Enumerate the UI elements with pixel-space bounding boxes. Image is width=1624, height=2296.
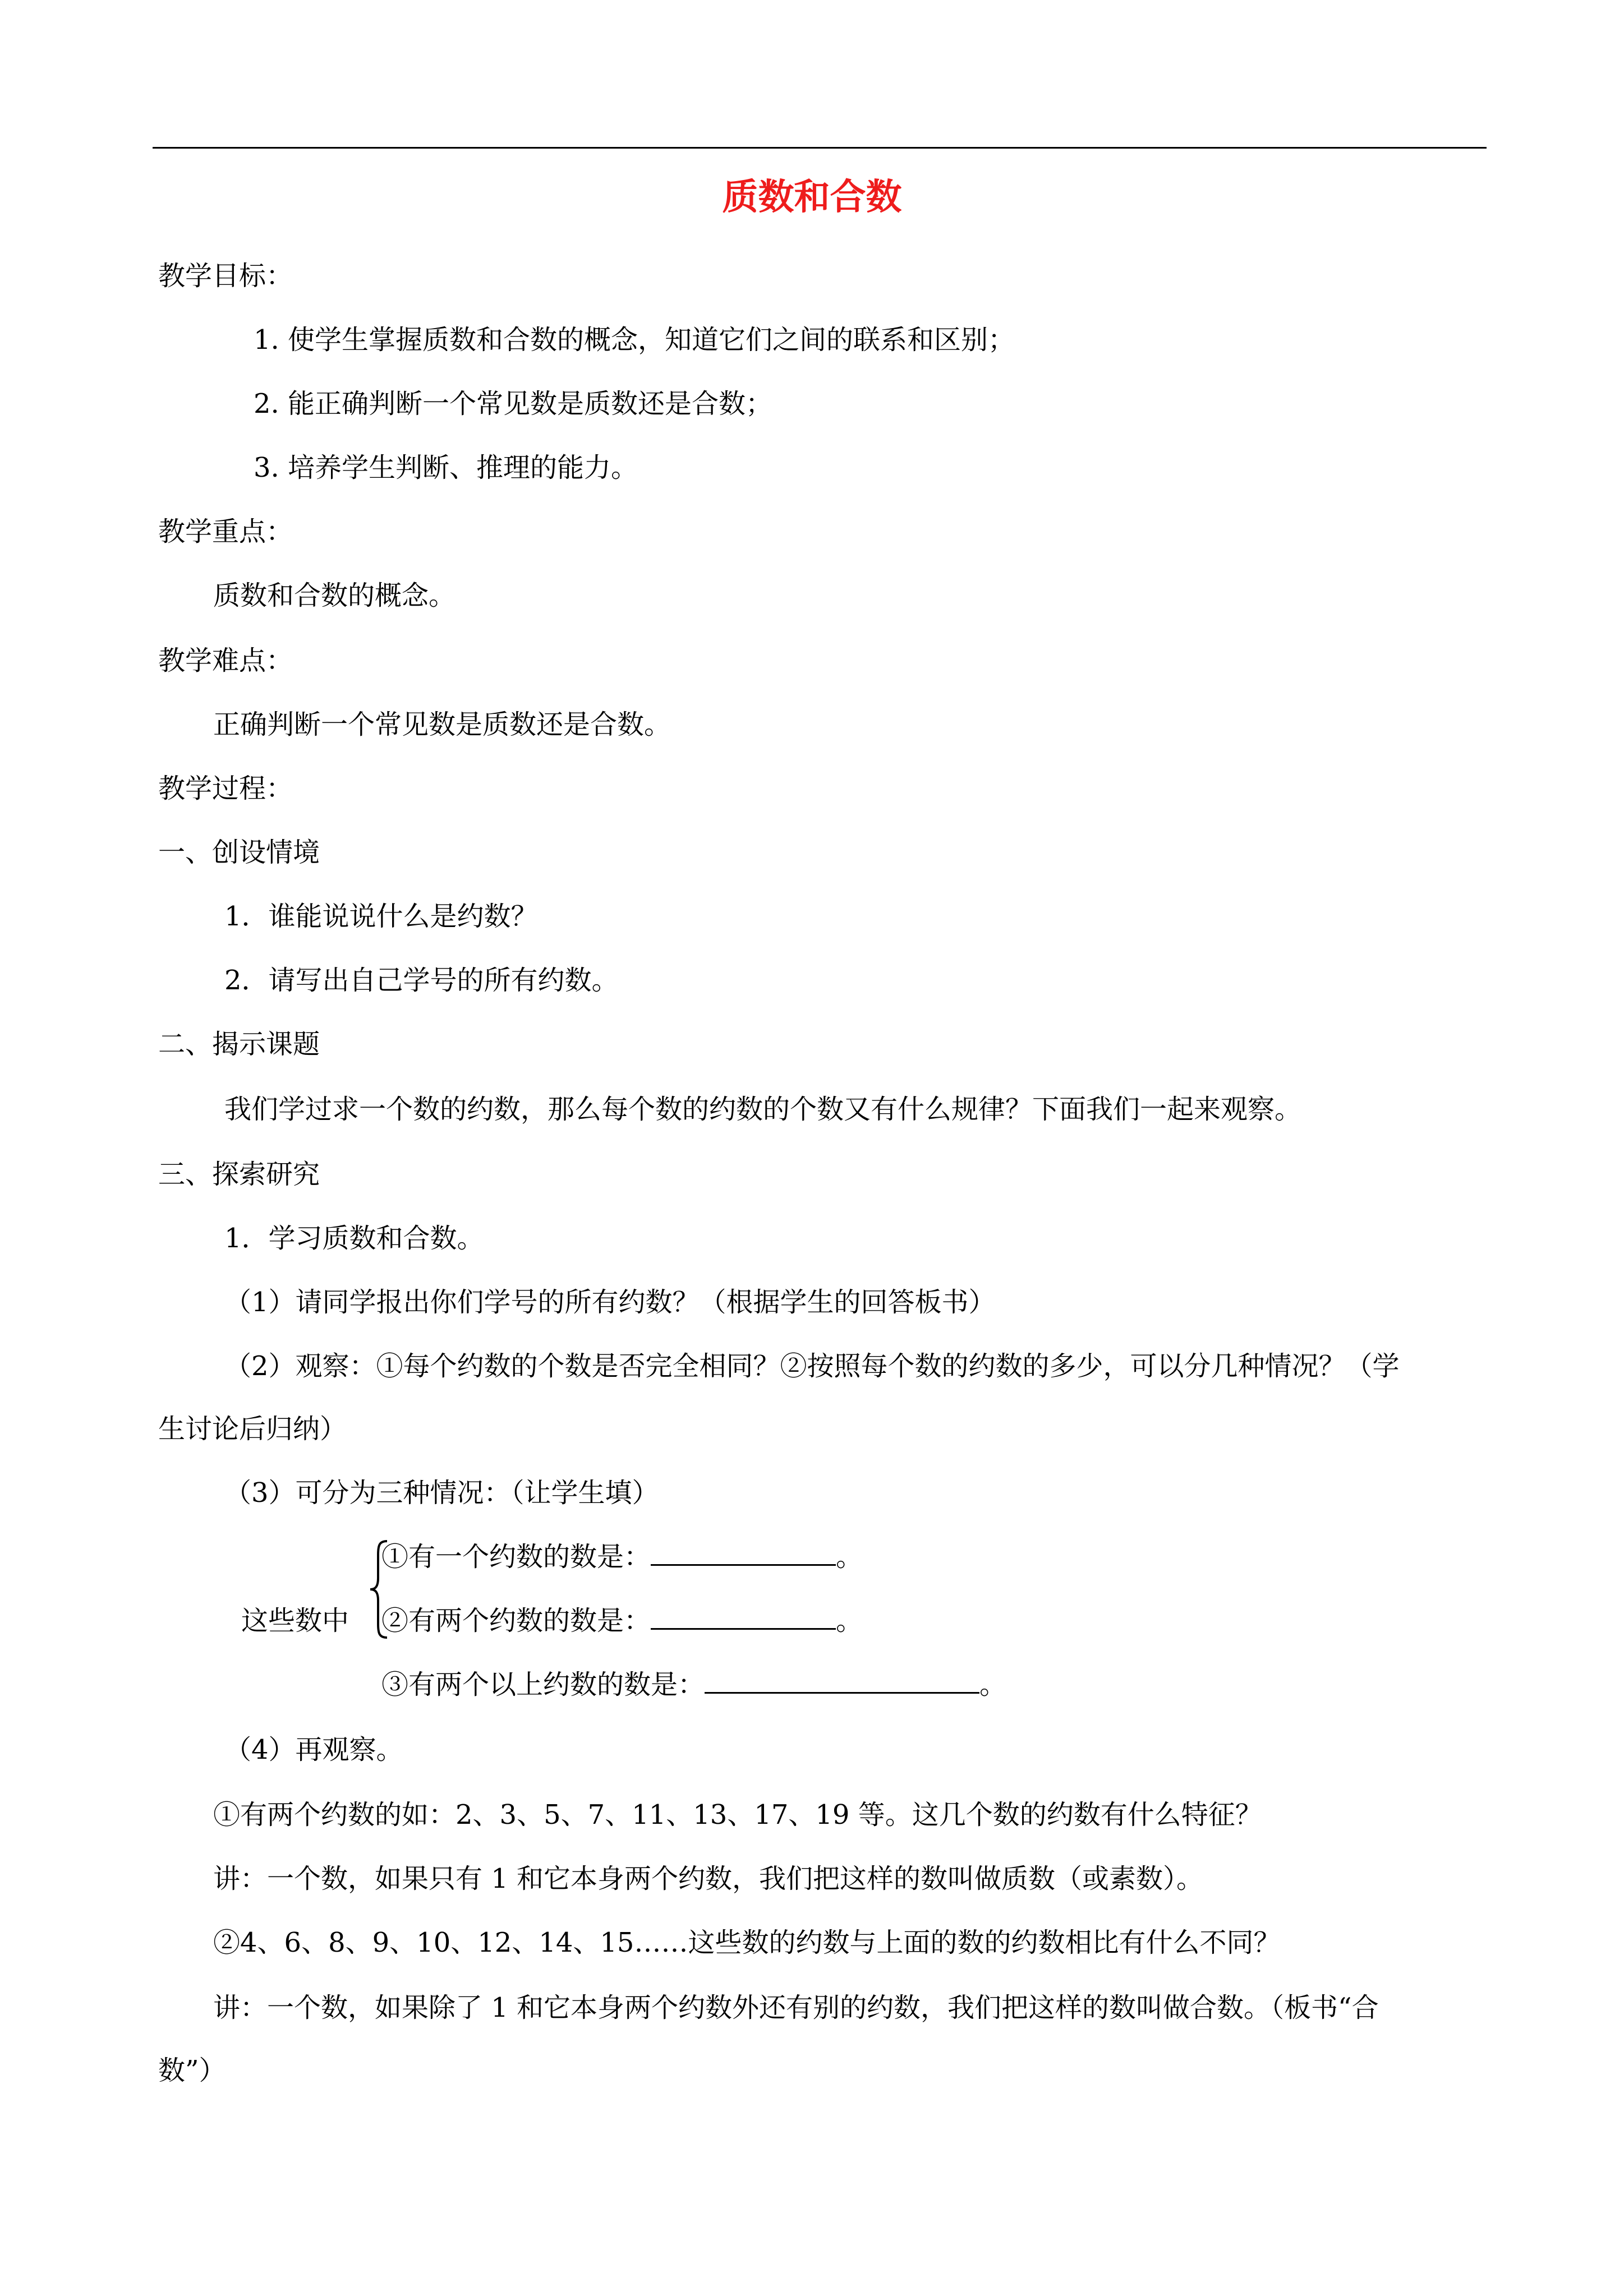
observation-2-note-line-1: 讲：一个数，如果除了 1 和它本身两个约数外还有别的约数，我们把这样的数叫做合数。（板书“合	[213, 1992, 1379, 2023]
section1-item-2: 2．请写出自己学号的所有约数。	[224, 965, 619, 996]
case-2-blank[interactable]	[651, 1603, 836, 1630]
case-2-period: 。	[836, 1605, 863, 1636]
case-3-period: 。	[979, 1669, 1007, 1700]
section2-heading: 二、揭示课题	[158, 1029, 320, 1060]
objectives-heading: 教学目标：	[158, 260, 293, 292]
observation-2-note-line-2: 数”）	[158, 2055, 226, 2086]
observation-1-note: 讲：一个数，如果只有 1 和它本身两个约数，我们把这样的数叫做质数（或素数）。	[213, 1863, 1204, 1894]
section3-paragraph-2-line-1: （2）观察：①每个约数的个数是否完全相同？②按照每个数的约数的多少，可以分几种情况？（学	[224, 1350, 1400, 1382]
case-1-period: 。	[836, 1541, 863, 1573]
case-1-blank[interactable]	[651, 1539, 836, 1566]
key-point-text: 质数和合数的概念。	[213, 580, 456, 611]
case-1	[381, 1539, 863, 1575]
difficulty-text: 正确判断一个常见数是质数还是合数。	[213, 709, 671, 740]
case-3-text: ③有两个以上约数的数是：	[381, 1669, 705, 1700]
difficulty-heading: 教学难点：	[158, 645, 293, 676]
section1-item-1: 1．谁能说说什么是约数？	[224, 901, 538, 932]
section3-item-1: 1．学习质数和合数。	[224, 1223, 484, 1254]
observation-2: ②4、6、8、9、10、12、14、15……这些数的约数与上面的数的约数相比有什么不同？	[213, 1927, 1281, 1958]
objective-item-1: 1. 使学生掌握质数和合数的概念，知道它们之间的联系和区别；	[254, 324, 1015, 356]
case-1-text: ①有一个约数的数是：	[381, 1541, 651, 1573]
case-3	[381, 1667, 1006, 1703]
key-point-heading: 教学重点：	[158, 516, 293, 547]
objective-item-2: 2. 能正确判断一个常见数是质数还是合数；	[254, 388, 773, 419]
case-3-blank[interactable]	[705, 1667, 979, 1694]
process-heading: 教学过程：	[158, 773, 293, 804]
section3-paragraph-2-line-2: 生讨论后归纳）	[158, 1413, 347, 1445]
section3-paragraph-1: （1）请同学报出你们学号的所有约数？（根据学生的回答板书）	[224, 1287, 996, 1318]
case-2	[381, 1603, 863, 1639]
objective-item-3: 3. 培养学生判断、推理的能力。	[254, 452, 638, 483]
section3-paragraph-3: （3）可分为三种情况：（让学生填）	[224, 1477, 659, 1509]
page-title: 质数和合数	[722, 176, 902, 218]
case-label: 这些数中	[241, 1605, 349, 1636]
section3-paragraph-4: （4）再观察。	[224, 1734, 403, 1765]
observation-1: ①有两个约数的如：2、3、5、7、11、13、17、19 等。这几个数的约数有什么特征？	[213, 1799, 1262, 1831]
section3-heading: 三、探索研究	[158, 1159, 320, 1190]
section2-text: 我们学过求一个数的约数，那么每个数的约数的个数又有什么规律？下面我们一起来观察。	[224, 1094, 1302, 1125]
header-rule	[153, 147, 1487, 149]
section1-heading: 一、创设情境	[158, 837, 320, 868]
case-2-text: ②有两个约数的数是：	[381, 1605, 651, 1636]
